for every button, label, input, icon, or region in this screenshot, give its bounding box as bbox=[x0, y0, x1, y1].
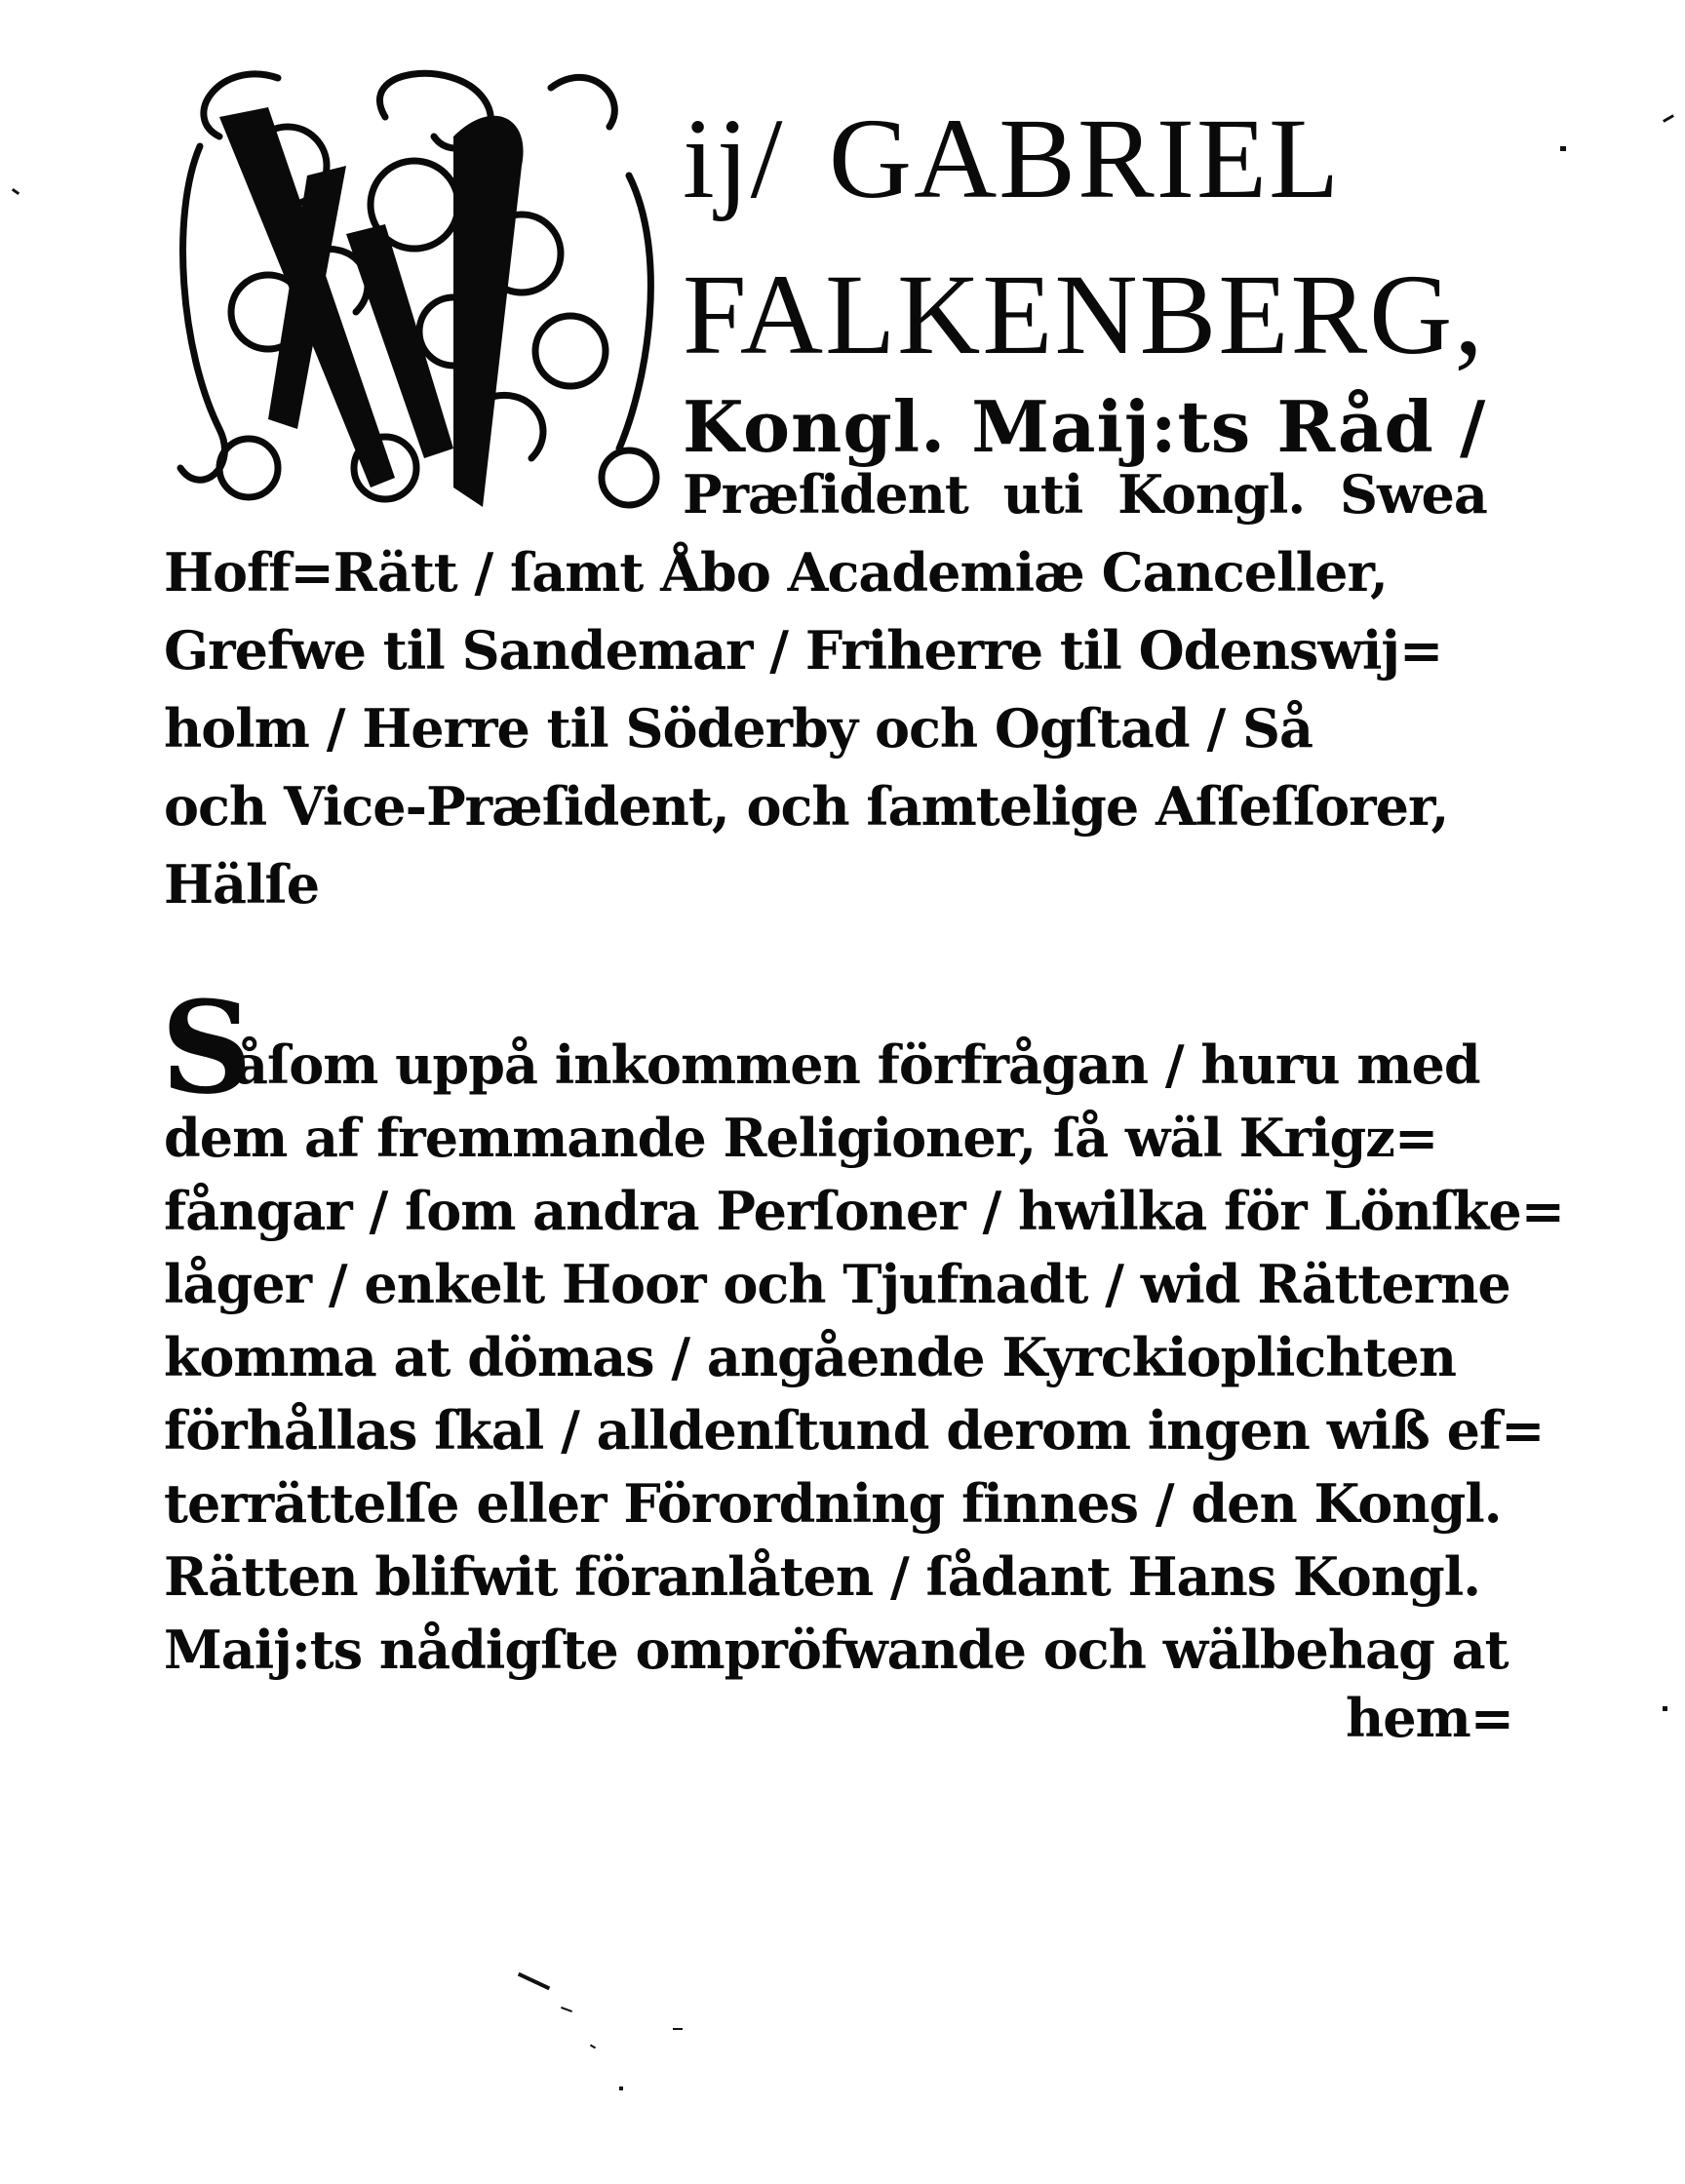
paragraph-line-5: komma at dömas / angående Kyrckioplichten bbox=[164, 1326, 1457, 1388]
catchword: hem= bbox=[1346, 1687, 1514, 1749]
paragraph-line-2: dem af fremmande Religioner, ſå wäl Krigz= bbox=[164, 1107, 1438, 1169]
title-line-7-greeting: Hälſe bbox=[164, 853, 320, 916]
scan-speck bbox=[561, 2007, 572, 2012]
title-line-1: Kongl. Maij:ts Råd / bbox=[683, 385, 1487, 468]
paragraph-line-3: fångar / ſom andra Perſoner / hwilka för Lönſke= bbox=[164, 1180, 1564, 1242]
scan-speck bbox=[1663, 1706, 1667, 1711]
paragraph-line-4: låger / enkelt Hoor och Tjufnadt / wid Rätterne bbox=[164, 1253, 1510, 1315]
title-line-6: och Vice-Præſident, och ſamtelige Aſſeſſorer, bbox=[164, 775, 1449, 838]
paragraph-drop-initial: S bbox=[161, 973, 253, 1122]
heading-line-1 bbox=[683, 93, 1341, 225]
paragraph-line-6: förhållas ſkal / alldenſtund derom ingen wiß ef= bbox=[164, 1399, 1545, 1462]
title-line-4: Grefwe til Sandemar / Friherre til Odenswij= bbox=[164, 619, 1443, 682]
scan-speck bbox=[619, 2086, 623, 2090]
paragraph-line-8: Rätten blifwit föranlåten / ſådant Hans Kongl. bbox=[164, 1545, 1481, 1608]
title-line-2: Præſident uti Kongl. Swea bbox=[683, 463, 1487, 526]
title-line-5: holm / Herre til Söderby och Ogſtad / Så bbox=[164, 697, 1313, 760]
heading-name-last: FALKENBERG, bbox=[683, 251, 1485, 378]
scan-speck bbox=[518, 1972, 550, 1990]
paragraph-line-7: terrättelſe eller Förordning finnes / den Kongl. bbox=[164, 1472, 1502, 1535]
ornamental-letter-w-icon bbox=[161, 58, 678, 517]
heading-line-2 bbox=[683, 249, 1485, 381]
scan-speck bbox=[12, 188, 20, 195]
scan-speck bbox=[1663, 114, 1674, 123]
paragraph-line-9: Maij:ts nådigſte ompröfwande och wälbehag at bbox=[164, 1618, 1509, 1681]
paragraph-line-1: åſom uppå inkommen förfrågan / huru med bbox=[234, 1034, 1480, 1096]
heading-name-first: GABRIEL bbox=[828, 95, 1342, 222]
title-line-3: Hoff=Rätt / ſamt Åbo Academiæ Canceller, bbox=[164, 541, 1388, 604]
scan-speck bbox=[1560, 146, 1566, 151]
scan-speck bbox=[673, 2028, 683, 2030]
heading-initial-rest: ij/ bbox=[683, 95, 785, 222]
decorative-initial-w bbox=[161, 58, 678, 517]
scan-speck bbox=[590, 2045, 596, 2049]
